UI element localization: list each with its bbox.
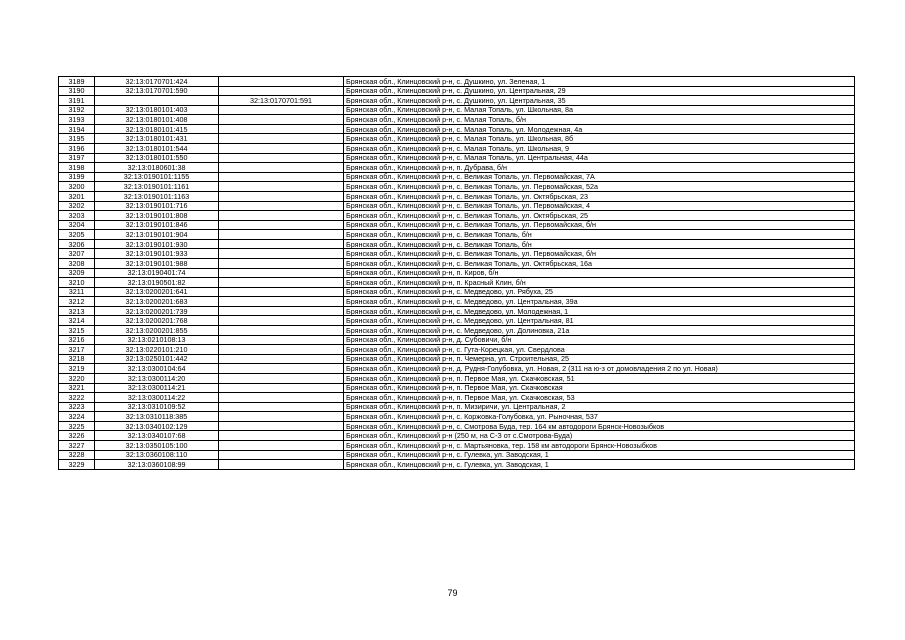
cadastral-number-alt-cell — [219, 460, 344, 470]
row-number-cell: 3189 — [59, 77, 95, 87]
cadastral-number-cell: 32:13:0180101:431 — [95, 134, 219, 144]
table-row — [59, 287, 855, 297]
address-cell: Брянская обл., Клинцовский р-н, с. Малая Топаль, б/н — [344, 115, 855, 125]
address-cell: Брянская обл., Клинцовский р-н, с. Великая Топаль, ул. Октябрьская, 16а — [344, 258, 855, 268]
row-number-cell: 3191 — [59, 96, 95, 106]
address-cell: Брянская обл., Клинцовский р-н, с. Душкино, ул. Зеленая, 1 — [344, 77, 855, 87]
cadastral-number-alt-cell — [219, 230, 344, 240]
table-row — [59, 86, 855, 96]
address-cell: Брянская обл., Клинцовский р-н, с. Великая Топаль, ул. Первомайская, 52а — [344, 182, 855, 192]
cadastral-number-alt-cell — [219, 239, 344, 249]
address-cell: Брянская обл., Клинцовский р-н, с. Душкино, ул. Центральная, 29 — [344, 86, 855, 96]
table-row — [59, 450, 855, 460]
row-number-cell: 3203 — [59, 211, 95, 221]
cadastral-number-cell: 32:13:0360108:99 — [95, 460, 219, 470]
row-number-cell: 3190 — [59, 86, 95, 96]
row-number-cell: 3227 — [59, 440, 95, 450]
address-cell: Брянская обл., Клинцовский р-н, с. Гулевка, ул. Заводская, 1 — [344, 460, 855, 470]
table-row — [59, 383, 855, 393]
row-number-cell: 3196 — [59, 144, 95, 154]
row-number-cell: 3216 — [59, 335, 95, 345]
table-row — [59, 153, 855, 163]
cadastral-number-alt-cell — [219, 144, 344, 154]
cadastral-number-alt-cell — [219, 450, 344, 460]
cadastral-number-cell: 32:13:0180101:415 — [95, 124, 219, 134]
table-row — [59, 297, 855, 307]
cadastral-number-alt-cell — [219, 297, 344, 307]
cadastral-number-alt-cell — [219, 105, 344, 115]
cadastral-number-alt-cell — [219, 182, 344, 192]
table-row — [59, 402, 855, 412]
cadastral-number-cell: 32:13:0190101:933 — [95, 249, 219, 259]
row-number-cell: 3228 — [59, 450, 95, 460]
cadastral-number-cell: 32:13:0200201:768 — [95, 316, 219, 326]
cadastral-number-cell: 32:13:0180101:403 — [95, 105, 219, 115]
table-row — [59, 163, 855, 173]
row-number-cell: 3208 — [59, 258, 95, 268]
table-row — [59, 172, 855, 182]
address-cell: Брянская обл., Клинцовский р-н, п. Красный Клин, б/н — [344, 278, 855, 288]
row-number-cell: 3221 — [59, 383, 95, 393]
cadastral-number-alt-cell — [219, 278, 344, 288]
cadastral-number-cell: 32:13:0200201:739 — [95, 306, 219, 316]
table-row — [59, 249, 855, 259]
cadastral-number-alt-cell — [219, 249, 344, 259]
cadastral-number-alt-cell — [219, 77, 344, 87]
cadastral-number-alt-cell — [219, 134, 344, 144]
cadastral-number-cell: 32:13:0340102:129 — [95, 421, 219, 431]
cadastral-number-alt-cell — [219, 393, 344, 403]
address-cell: Брянская обл., Клинцовский р-н, с. Коржовка-Голубовка, ул. Рыночная, 537 — [344, 412, 855, 422]
cadastral-number-alt-cell — [219, 211, 344, 221]
cadastral-number-cell: 32:13:0190101:904 — [95, 230, 219, 240]
cadastral-number-cell: 32:13:0190101:930 — [95, 239, 219, 249]
row-number-cell: 3201 — [59, 191, 95, 201]
row-number-cell: 3194 — [59, 124, 95, 134]
cadastral-number-alt-cell — [219, 268, 344, 278]
row-number-cell: 3193 — [59, 115, 95, 125]
cadastral-number-alt-cell — [219, 431, 344, 441]
cadastral-number-alt-cell — [219, 258, 344, 268]
address-cell: Брянская обл., Клинцовский р-н, с. Медведово, ул. Долиновка, 21а — [344, 326, 855, 336]
cadastral-number-cell: 32:13:0200201:641 — [95, 287, 219, 297]
cadastral-number-alt-cell — [219, 172, 344, 182]
cadastral-number-alt-cell — [219, 153, 344, 163]
cadastral-number-alt-cell — [219, 412, 344, 422]
table-row — [59, 460, 855, 470]
row-number-cell: 3192 — [59, 105, 95, 115]
cadastral-number-alt-cell — [219, 86, 344, 96]
cadastral-number-cell: 32:13:0350105:100 — [95, 440, 219, 450]
table-row — [59, 393, 855, 403]
cadastral-number-cell: 32:13:0190101:1163 — [95, 191, 219, 201]
cadastral-number-alt-cell: 32:13:0170701:591 — [219, 96, 344, 106]
address-cell: Брянская обл., Клинцовский р-н (250 м, на С-З от с.Смотрова-Буда) — [344, 431, 855, 441]
cadastral-number-cell: 32:13:0170701:590 — [95, 86, 219, 96]
row-number-cell: 3222 — [59, 393, 95, 403]
row-number-cell: 3225 — [59, 421, 95, 431]
table-row — [59, 316, 855, 326]
cadastral-number-cell: 32:13:0170701:424 — [95, 77, 219, 87]
cadastral-number-alt-cell — [219, 163, 344, 173]
cadastral-number-cell: 32:13:0180101:544 — [95, 144, 219, 154]
row-number-cell: 3217 — [59, 345, 95, 355]
table-row — [59, 77, 855, 87]
row-number-cell: 3206 — [59, 239, 95, 249]
address-cell: Брянская обл., Клинцовский р-н, с. Медведово, ул. Молодежная, 1 — [344, 306, 855, 316]
cadastral-number-cell: 32:13:0190401:74 — [95, 268, 219, 278]
row-number-cell: 3215 — [59, 326, 95, 336]
cadastral-number-alt-cell — [219, 124, 344, 134]
table-row — [59, 335, 855, 345]
cadastral-number-cell: 32:13:0300114:20 — [95, 373, 219, 383]
cadastral-number-alt-cell — [219, 440, 344, 450]
row-number-cell: 3200 — [59, 182, 95, 192]
table-row — [59, 306, 855, 316]
row-number-cell: 3199 — [59, 172, 95, 182]
cadastral-number-cell: 32:13:0200201:855 — [95, 326, 219, 336]
cadastral-number-cell: 32:13:0190101:1161 — [95, 182, 219, 192]
table-row — [59, 134, 855, 144]
address-cell: Брянская обл., Клинцовский р-н, с. Гулевка, ул. Заводская, 1 — [344, 450, 855, 460]
address-cell: Брянская обл., Клинцовский р-н, с. Великая Топаль, ул. Первомайская, б/н — [344, 220, 855, 230]
table-row — [59, 326, 855, 336]
table-row — [59, 440, 855, 450]
row-number-cell: 3213 — [59, 306, 95, 316]
row-number-cell: 3214 — [59, 316, 95, 326]
table-row — [59, 144, 855, 154]
cadastral-number-cell: 32:13:0190101:808 — [95, 211, 219, 221]
cadastral-number-cell: 32:13:0190101:846 — [95, 220, 219, 230]
address-cell: Брянская обл., Клинцовский р-н, п. Мизиричи, ул. Центральная, 2 — [344, 402, 855, 412]
cadastral-number-alt-cell — [219, 383, 344, 393]
address-cell: Брянская обл., Клинцовский р-н, с. Мартьяновка, тер. 158 км автодороги Брянск-Новозыбков — [344, 440, 855, 450]
cadastral-number-cell: 32:13:0300114:22 — [95, 393, 219, 403]
table-row — [59, 96, 855, 106]
row-number-cell: 3195 — [59, 134, 95, 144]
address-cell: Брянская обл., Клинцовский р-н, с. Малая Топаль, ул. Школьная, 9 — [344, 144, 855, 154]
cadastral-number-cell: 32:13:0300114:21 — [95, 383, 219, 393]
cadastral-number-alt-cell — [219, 402, 344, 412]
cadastral-number-cell: 32:13:0180101:550 — [95, 153, 219, 163]
address-cell: Брянская обл., Клинцовский р-н, с. Медведово, ул. Центральная, 39а — [344, 297, 855, 307]
cadastral-number-alt-cell — [219, 306, 344, 316]
address-cell: Брянская обл., Клинцовский р-н, с. Великая Топаль, ул. Октябрьская, 25 — [344, 211, 855, 221]
table-row — [59, 115, 855, 125]
address-cell: Брянская обл., Клинцовский р-н, с. Душкино, ул. Центральная, 35 — [344, 96, 855, 106]
table-row — [59, 268, 855, 278]
cadastral-number-cell — [95, 96, 219, 106]
address-cell: Брянская обл., Клинцовский р-н, с. Великая Топаль, ул. Первомайская, 4 — [344, 201, 855, 211]
cadastral-number-alt-cell — [219, 354, 344, 364]
cadastral-number-alt-cell — [219, 326, 344, 336]
cadastral-number-cell: 32:13:0310118:385 — [95, 412, 219, 422]
cadastral-number-cell: 32:13:0310109:52 — [95, 402, 219, 412]
cadastral-number-alt-cell — [219, 373, 344, 383]
cadastral-number-cell: 32:13:0180601:38 — [95, 163, 219, 173]
cadastral-number-alt-cell — [219, 220, 344, 230]
row-number-cell: 3207 — [59, 249, 95, 259]
cadastral-number-alt-cell — [219, 316, 344, 326]
address-cell: Брянская обл., Клинцовский р-н, с. Великая Топаль, б/н — [344, 230, 855, 240]
cadastral-number-cell: 32:13:0340107:68 — [95, 431, 219, 441]
cadastral-number-cell: 32:13:0190501:82 — [95, 278, 219, 288]
row-number-cell: 3210 — [59, 278, 95, 288]
cadastral-number-cell: 32:13:0190101:988 — [95, 258, 219, 268]
table-row — [59, 191, 855, 201]
table-row — [59, 421, 855, 431]
cadastral-number-alt-cell — [219, 191, 344, 201]
table-row — [59, 239, 855, 249]
row-number-cell: 3226 — [59, 431, 95, 441]
table-row — [59, 182, 855, 192]
cadastral-number-cell: 32:13:0300104:64 — [95, 364, 219, 374]
row-number-cell: 3212 — [59, 297, 95, 307]
address-cell: Брянская обл., Клинцовский р-н, п. Первое Мая, ул. Скачковская — [344, 383, 855, 393]
registry-table — [58, 76, 855, 470]
address-cell: Брянская обл., Клинцовский р-н, с. Великая Топаль, ул. Октябрьская, 23 — [344, 191, 855, 201]
table-row — [59, 211, 855, 221]
cadastral-number-cell: 32:13:0200201:683 — [95, 297, 219, 307]
row-number-cell: 3229 — [59, 460, 95, 470]
cadastral-number-cell: 32:13:0190101:1155 — [95, 172, 219, 182]
address-cell: Брянская обл., Клинцовский р-н, с. Великая Топаль, ул. Первомайская, 7А — [344, 172, 855, 182]
row-number-cell: 3209 — [59, 268, 95, 278]
cadastral-number-alt-cell — [219, 421, 344, 431]
address-cell: Брянская обл., Клинцовский р-н, с. Смотрова Буда, тер. 164 км автодороги Брянск-Новозыбков — [344, 421, 855, 431]
table-row — [59, 278, 855, 288]
cadastral-number-cell: 32:13:0180101:408 — [95, 115, 219, 125]
address-cell: Брянская обл., Клинцовский р-н, с. Малая Топаль, ул. Молодежная, 4а — [344, 124, 855, 134]
table-row — [59, 105, 855, 115]
table-row — [59, 364, 855, 374]
registry-table-body — [59, 77, 855, 470]
table-row — [59, 220, 855, 230]
table-row — [59, 258, 855, 268]
row-number-cell: 3219 — [59, 364, 95, 374]
address-cell: Брянская обл., Клинцовский р-н, п. Первое Мая, ул. Скачковская, 53 — [344, 393, 855, 403]
row-number-cell: 3197 — [59, 153, 95, 163]
cadastral-number-alt-cell — [219, 335, 344, 345]
table-row — [59, 354, 855, 364]
address-cell: Брянская обл., Клинцовский р-н, с. Малая Топаль, ул. Школьная, 8б — [344, 134, 855, 144]
address-cell: Брянская обл., Клинцовский р-н, с. Малая Топаль, ул. Центральная, 44а — [344, 153, 855, 163]
row-number-cell: 3202 — [59, 201, 95, 211]
table-row — [59, 124, 855, 134]
cadastral-number-alt-cell — [219, 287, 344, 297]
row-number-cell: 3220 — [59, 373, 95, 383]
address-cell: Брянская обл., Клинцовский р-н, с. Великая Топаль, б/н — [344, 239, 855, 249]
table-row — [59, 345, 855, 355]
row-number-cell: 3224 — [59, 412, 95, 422]
cadastral-number-alt-cell — [219, 201, 344, 211]
cadastral-number-cell: 32:13:0210108:13 — [95, 335, 219, 345]
row-number-cell: 3204 — [59, 220, 95, 230]
row-number-cell: 3218 — [59, 354, 95, 364]
cadastral-number-alt-cell — [219, 115, 344, 125]
address-cell: Брянская обл., Клинцовский р-н, с. Медведово, ул. Рябуха, 25 — [344, 287, 855, 297]
address-cell: Брянская обл., Клинцовский р-н, с. Малая Топаль, ул. Школьная, 8а — [344, 105, 855, 115]
row-number-cell: 3198 — [59, 163, 95, 173]
table-row — [59, 201, 855, 211]
address-cell: Брянская обл., Клинцовский р-н, п. Чемерна, ул. Строительная, 25 — [344, 354, 855, 364]
cadastral-number-alt-cell — [219, 364, 344, 374]
address-cell: Брянская обл., Клинцовский р-н, с. Гута-Корецкая, ул. Свердлова — [344, 345, 855, 355]
address-cell: Брянская обл., Клинцовский р-н, д. Субовичи, б/н — [344, 335, 855, 345]
cadastral-number-cell: 32:13:0360108:110 — [95, 450, 219, 460]
table-row — [59, 412, 855, 422]
cadastral-number-cell: 32:13:0220101:210 — [95, 345, 219, 355]
table-row — [59, 431, 855, 441]
address-cell: Брянская обл., Клинцовский р-н, п. Дубрава, б/н — [344, 163, 855, 173]
table-row — [59, 373, 855, 383]
address-cell: Брянская обл., Клинцовский р-н, п. Киров, б/н — [344, 268, 855, 278]
cadastral-number-cell: 32:13:0250101:442 — [95, 354, 219, 364]
table-row — [59, 230, 855, 240]
row-number-cell: 3223 — [59, 402, 95, 412]
row-number-cell: 3205 — [59, 230, 95, 240]
row-number-cell: 3211 — [59, 287, 95, 297]
address-cell: Брянская обл., Клинцовский р-н, с. Великая Топаль, ул. Первомайская, б/н — [344, 249, 855, 259]
cadastral-number-cell: 32:13:0190101:716 — [95, 201, 219, 211]
cadastral-number-alt-cell — [219, 345, 344, 355]
address-cell: Брянская обл., Клинцовский р-н, п. Первое Мая, ул. Скачковская, 51 — [344, 373, 855, 383]
address-cell: Брянская обл., Клинцовский р-н, с. Медведово, ул. Центральная, 81 — [344, 316, 855, 326]
address-cell: Брянская обл., Клинцовский р-н, д. Рудня-Голубовка, ул. Новая, 2 (311 на ю-з от домовладения 2 по ул. Новая) — [344, 364, 855, 374]
page-number: 79 — [447, 588, 458, 598]
